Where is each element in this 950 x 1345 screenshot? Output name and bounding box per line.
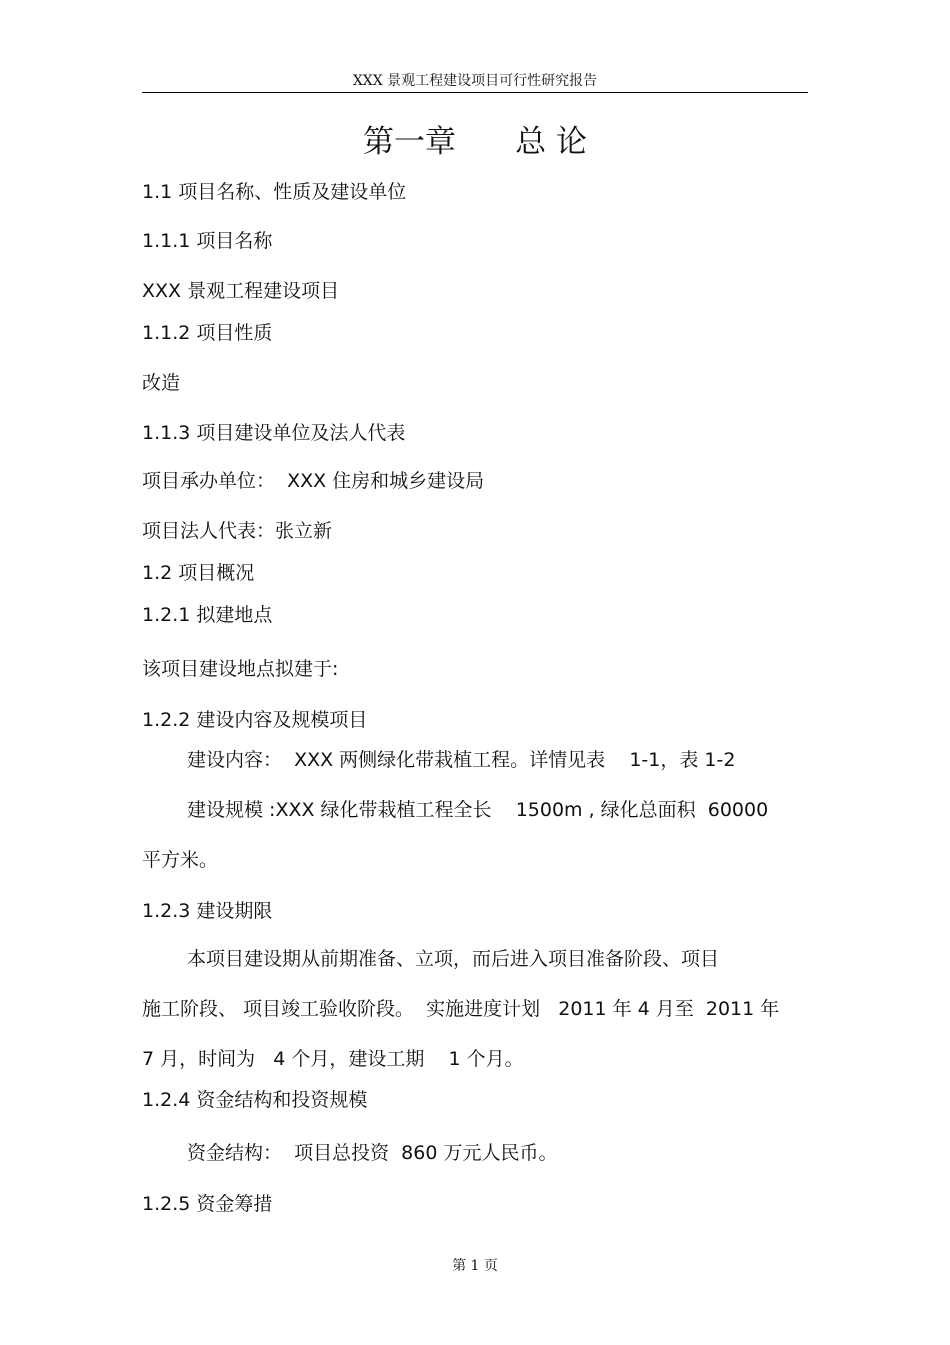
body-text: 施工阶段、 项目竣工验收阶段。 实施进度计划 2011 年 4 月至 2011 年 bbox=[142, 998, 780, 1020]
section-heading-1-2: 1.2 项目概况 bbox=[142, 562, 255, 584]
body-text: 建设内容： XXX 两侧绿化带栽植工程。详情见表 1-1，表 1-2 bbox=[187, 749, 736, 771]
header-rule bbox=[142, 92, 808, 93]
subsection-heading-1-2-5: 1.2.5 资金筹措 bbox=[142, 1193, 273, 1215]
subsection-heading-1-1-1: 1.1.1 项目名称 bbox=[142, 230, 273, 252]
subsection-heading-1-2-1: 1.2.1 拟建地点 bbox=[142, 604, 273, 626]
chapter-title: 第一章 总 论 bbox=[363, 124, 587, 160]
body-text: 该项目建设地点拟建于: bbox=[142, 658, 339, 680]
subsection-heading-1-1-2: 1.1.2 项目性质 bbox=[142, 322, 273, 344]
body-text: XXX 景观工程建设项目 bbox=[142, 280, 340, 302]
body-text: 项目法人代表：张立新 bbox=[142, 520, 333, 542]
body-text: 改造 bbox=[142, 372, 181, 394]
body-text: 项目承办单位： XXX 住房和城乡建设局 bbox=[142, 470, 485, 492]
subsection-heading-1-2-3: 1.2.3 建设期限 bbox=[142, 900, 273, 922]
page-number: 第 1 页 bbox=[452, 1258, 498, 1274]
running-header: XXX 景观工程建设项目可行性研究报告 bbox=[352, 73, 598, 89]
body-text: 资金结构： 项目总投资 860 万元人民币。 bbox=[187, 1142, 558, 1164]
subsection-heading-1-1-3: 1.1.3 项目建设单位及法人代表 bbox=[142, 422, 406, 444]
body-text: 本项目建设期从前期准备、立项，而后进入项目准备阶段、项目 bbox=[187, 948, 720, 970]
subsection-heading-1-2-2: 1.2.2 建设内容及规模项目 bbox=[142, 709, 368, 731]
body-text: 7 月，时间为 4 个月，建设工期 1 个月。 bbox=[142, 1048, 524, 1070]
body-text: 平方米。 bbox=[142, 849, 219, 871]
section-heading-1-1: 1.1 项目名称、性质及建设单位 bbox=[142, 181, 407, 203]
subsection-heading-1-2-4: 1.2.4 资金结构和投资规模 bbox=[142, 1089, 368, 1111]
body-text: 建设规模 :XXX 绿化带栽植工程全长 1500m , 绿化总面积 60000 bbox=[187, 799, 769, 821]
